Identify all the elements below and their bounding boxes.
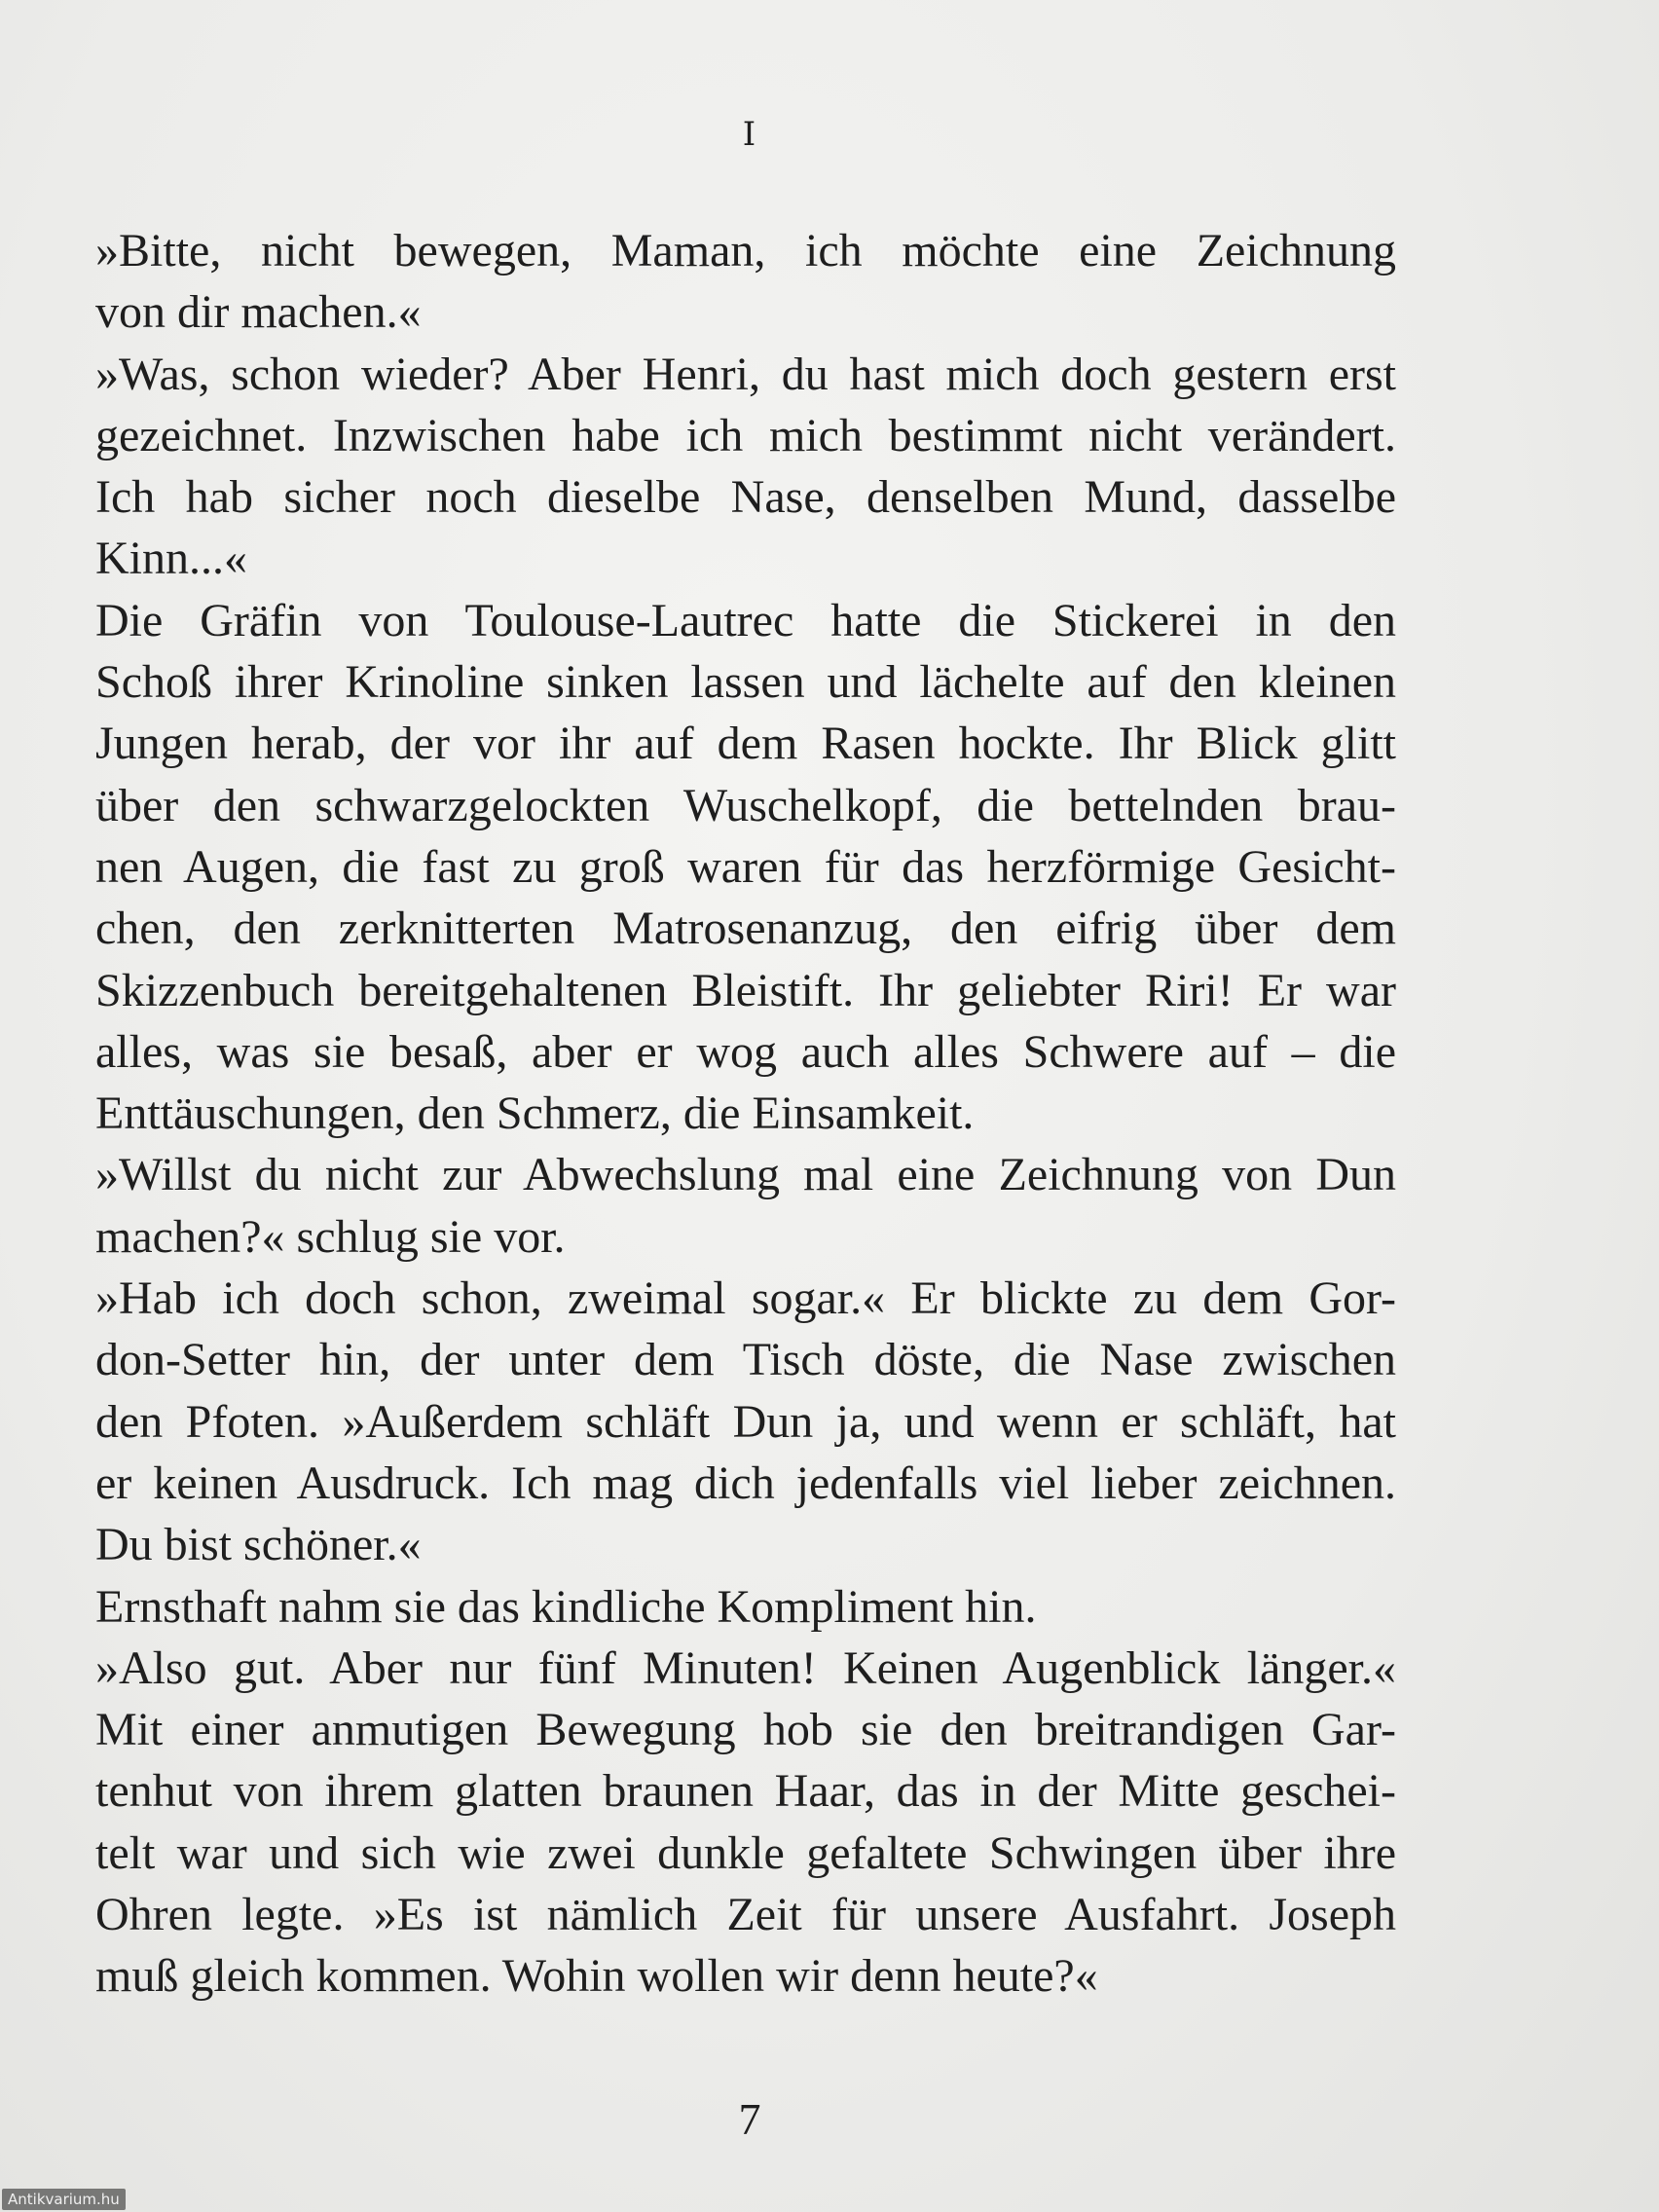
text-line: alles, was sie besaß, aber er wog auch alles Schwere auf – die xyxy=(95,1025,1396,1078)
text-line: gezeichnet. Inzwischen habe ich mich bestimmt nicht verändert. xyxy=(95,409,1396,461)
text-line: don-Setter hin, der unter dem Tisch döste, die Nase zwischen xyxy=(95,1334,1396,1386)
text-line: Du bist schöner.« xyxy=(95,1519,422,1571)
text-line: Ernsthaft nahm sie das kindliche Kompliment hin. xyxy=(95,1580,1037,1633)
text-line: machen?« schlug sie vor. xyxy=(95,1210,566,1263)
text-line: chen, den zerknitterten Matrosenanzug, den eifrig über dem xyxy=(95,903,1396,955)
text-line: Ich hab sicher noch dieselbe Nase, denselben Mund, dasselbe xyxy=(95,471,1396,524)
text-line: »Also gut. Aber nur fünf Minuten! Keinen Augenblick länger.« xyxy=(95,1641,1396,1694)
text-line: Enttäuschungen, den Schmerz, die Einsamkeit. xyxy=(95,1088,975,1140)
text-line: nen Augen, die fast zu groß waren für das herzförmige Gesicht- xyxy=(95,840,1396,893)
text-line: er keinen Ausdruck. Ich mag dich jedenfalls viel lieber zeichnen. xyxy=(95,1456,1396,1509)
text-line: Skizzenbuch bereitgehaltenen Bleistift. Ihr geliebter Riri! Er war xyxy=(95,964,1396,1016)
text-line: von dir machen.« xyxy=(95,286,422,339)
watermark: Antikvarium.hu xyxy=(2,2189,126,2210)
text-line: Die Gräfin von Toulouse-Lautrec hatte die Stickerei in den xyxy=(95,594,1396,646)
body-text xyxy=(95,220,1396,2008)
text-line: »Bitte, nicht bewegen, Maman, ich möchte eine Zeichnung xyxy=(95,225,1396,276)
text-line: Jungen herab, der vor ihr auf dem Rasen hockte. Ihr Blick glitt xyxy=(95,718,1396,770)
text-line: Mit einer anmutigen Bewegung hob sie den breitrandigen Gar- xyxy=(95,1704,1396,1756)
text-line: »Hab ich doch schon, zweimal sogar.« Er blickte zu dem Gor- xyxy=(95,1272,1396,1325)
text-line: »Was, schon wieder? Aber Henri, du hast mich doch gestern erst xyxy=(95,348,1396,400)
text-line: Schoß ihrer Krinoline sinken lassen und lächelte auf den kleinen xyxy=(95,656,1396,709)
page-number: 7 xyxy=(738,2094,761,2144)
text-line: »Willst du nicht zur Abwechslung mal eine Zeichnung von Dun xyxy=(95,1149,1396,1201)
chapter-number: I xyxy=(742,115,757,154)
text-line: muß gleich kommen. Wohin wollen wir denn heute?« xyxy=(95,1950,1098,2003)
text-line: den Pfoten. »Außerdem schläft Dun ja, und wenn er schläft, hat xyxy=(95,1395,1396,1448)
text-line: telt war und sich wie zwei dunkle gefaltete Schwingen über ihre xyxy=(95,1826,1396,1879)
text-line: über den schwarzgelockten Wuschelkopf, die bettelnden brau- xyxy=(95,779,1396,831)
text-line: Kinn...« xyxy=(95,533,247,585)
text-line: Ohren legte. »Es ist nämlich Zeit für unsere Ausfahrt. Joseph xyxy=(95,1889,1396,1941)
text-line: tenhut von ihrem glatten braunen Haar, das in der Mitte geschei- xyxy=(95,1765,1396,1818)
